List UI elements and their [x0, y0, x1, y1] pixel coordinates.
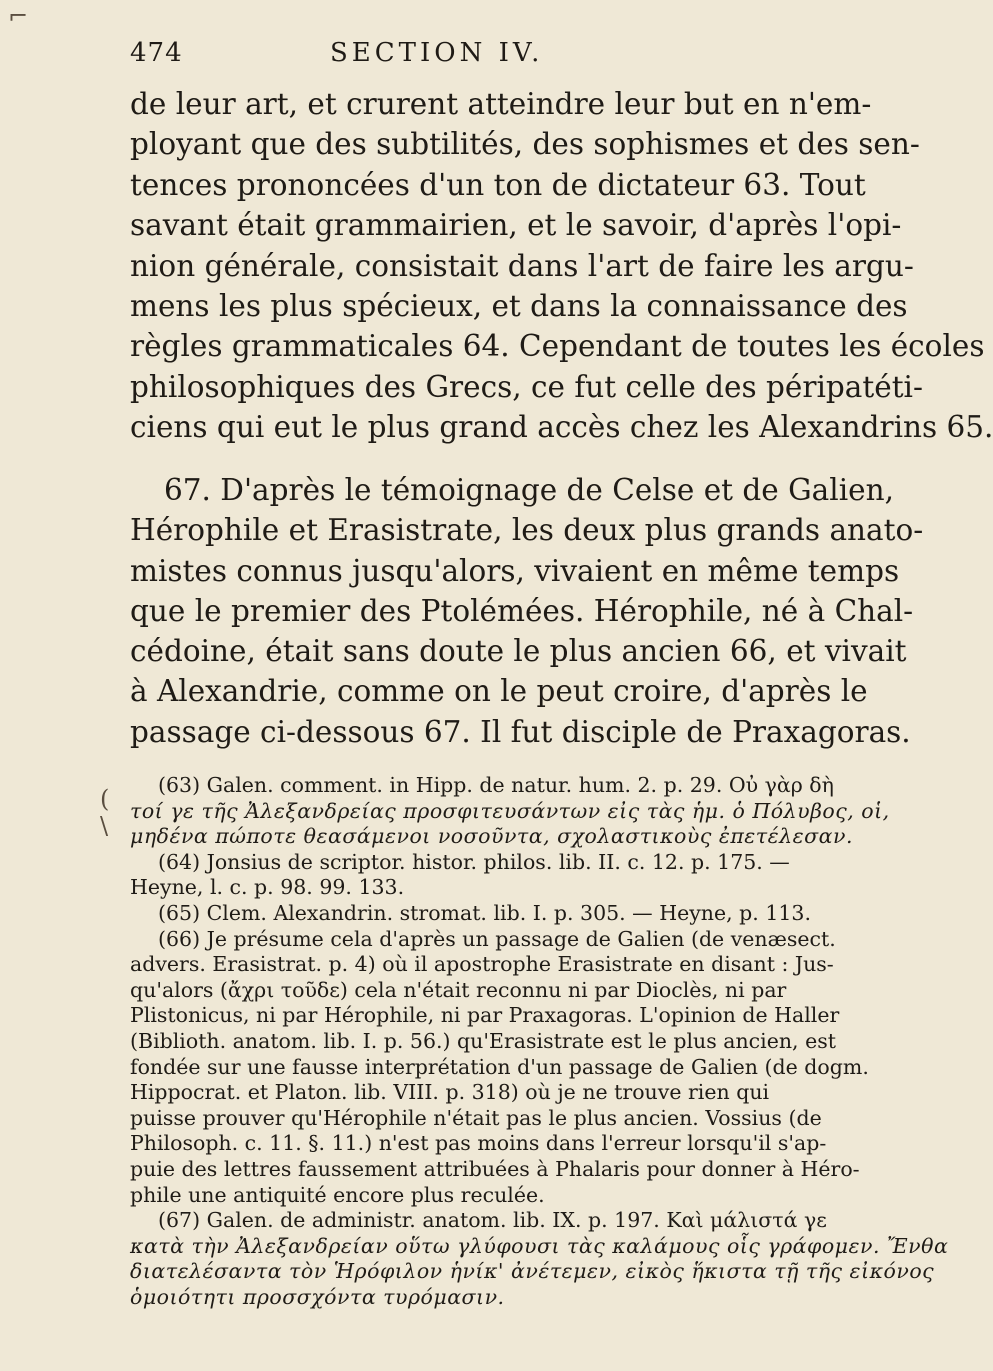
text-line: passage ci-dessous 67. Il fut disciple de Praxagoras. — [130, 714, 911, 749]
text-line: mens les plus spécieux, et dans la connaissance des — [130, 288, 908, 323]
footnote-line: advers. Erasistrat. p. 4) où il apostrophe Erasistrate en disant : Jus- — [130, 952, 834, 977]
text-line: philosophiques des Grecs, ce fut celle des péripatéti- — [130, 369, 923, 404]
text-line: nion générale, consistait dans l'art de faire les argu- — [130, 248, 914, 283]
paragraph-1 — [130, 84, 993, 448]
running-head: SECTION IV. — [330, 38, 544, 68]
page-number: 474 — [130, 38, 183, 68]
margin-bracket-mark: ( — [100, 785, 110, 813]
footnote-line: διατελέσαντα τὸν Ἡρόφιλον ἡνίκ' ἀνέτεμεν, εἰκὸς ἥκιστα τῇ τῆς εἰκόνος — [130, 1259, 935, 1284]
footnote-line: puie des lettres faussement attribuées à Phalaris pour donner à Héro- — [130, 1156, 860, 1181]
text-line: ciens qui eut le plus grand accès chez les Alexandrins 65. — [130, 410, 993, 445]
footnote-line: puisse prouver qu'Hérophile n'était pas le plus ancien. Vossius (de — [130, 1105, 822, 1130]
footnote-line: τοί γε τῆς Ἀλεξανδρείας προσφιτευσάντων εἰς τὰς ἡμ. ὁ Πόλυβος, οἱ, — [130, 798, 890, 823]
footnote-line: Heyne, l. c. p. 98. 99. 133. — [130, 875, 405, 900]
footnote-line: (Biblioth. anatom. lib. I. p. 56.) qu'Erasistrate est le plus ancien, est — [130, 1028, 836, 1053]
text-line: savant était grammairien, et le savoir, d'après l'opi- — [130, 208, 902, 243]
footnote-line: fondée sur une fausse interprétation d'un passage de Galien (de dogm. — [130, 1054, 869, 1079]
footnote-line: qu'alors (ἄχρι τοῦδε) cela n'était reconnu ni par Dioclès, ni par — [130, 977, 787, 1002]
page-header — [130, 38, 740, 72]
text-line: Hérophile et Erasistrate, les deux plus grands anato- — [130, 513, 924, 548]
footnote-line: Philosoph. c. 11. §. 11.) n'est pas moins dans l'erreur lorsqu'il s'ap- — [130, 1131, 827, 1156]
footnote-line: (66) Je présume cela d'après un passage de Galien (de venæsect. — [158, 926, 836, 951]
text-line: que le premier des Ptolémées. Hérophile, né à Chal- — [130, 593, 914, 628]
text-line: 67. D'après le témoignage de Celse et de Galien, — [164, 473, 894, 507]
text-line: règles grammaticales 64. Cependant de toutes les écoles — [130, 329, 985, 364]
paragraph-2 — [130, 470, 924, 752]
footnote-line: phile une antiquité encore plus reculée. — [130, 1182, 545, 1207]
footnote-line: (63) Galen. comment. in Hipp. de natur. hum. 2. p. 29. Οὐ γὰρ δὴ — [158, 773, 834, 797]
footnotes — [130, 773, 949, 1310]
footnote-line: ὁμοιότητι προσσχόντα τυρόμασιν. — [130, 1284, 505, 1309]
margin-pencil-mark: ⌐ — [8, 2, 29, 30]
footnote-line: (64) Jonsius de scriptor. histor. philos. lib. II. c. 12. p. 175. — — [158, 849, 790, 874]
footnote-line: κατὰ τὴν Ἀλεξανδρείαν οὕτω γλύφουσι τὰς καλάμους οἷς γράφομεν. Ἔνθα — [130, 1233, 949, 1258]
margin-bracket-mark: \ — [100, 812, 109, 840]
text-line: ployant que des subtilités, des sophismes et des sen- — [130, 127, 920, 162]
footnote-line: Plistonicus, ni par Hérophile, ni par Praxagoras. L'opinion de Haller — [130, 1003, 840, 1028]
text-line: tences prononcées d'un ton de dictateur 63. Tout — [130, 167, 866, 202]
footnote-line: μηδένα πώποτε θεασάμενοι νοσοῦντα, σχολαστικοὺς ἐπετέλεσαν. — [130, 824, 853, 849]
footnote-line: (67) Galen. de administr. anatom. lib. IX. p. 197. Καὶ μάλιστά γε — [158, 1208, 827, 1233]
text-line: à Alexandrie, comme on le peut croire, d'après le — [130, 674, 868, 709]
text-line: de leur art, et crurent atteindre leur but en n'em- — [130, 87, 872, 121]
footnote-line: Hippocrat. et Platon. lib. VIII. p. 318) où je ne trouve rien qui — [130, 1080, 770, 1105]
footnote-line: (65) Clem. Alexandrin. stromat. lib. I. p. 305. — Heyne, p. 113. — [158, 900, 811, 925]
text-line: mistes connus jusqu'alors, vivaient en même temps — [130, 553, 900, 588]
text-line: cédoine, était sans doute le plus ancien 66, et vivait — [130, 634, 907, 669]
